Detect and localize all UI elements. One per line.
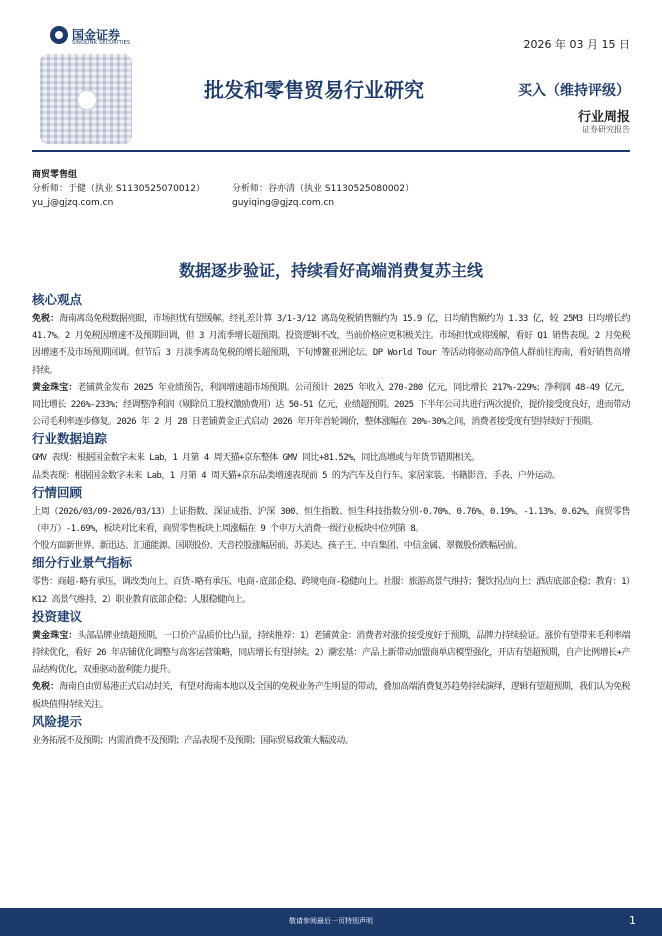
report-subtype: 证券研究报告 (582, 125, 630, 134)
sector-name: 商贸零售组 (32, 170, 78, 180)
report-date: 2026 年 03 月 15 日 (523, 38, 630, 51)
industry-data-gmv: GMV 表现：根据国金数字未来 Lab，1 月第 4 周天猫+京东整体 GMV 同比+81.52%，同比高增或与年货节错期相关。 (32, 453, 480, 464)
analyst-block (32, 168, 632, 210)
analyst-1-name: 分析师：于健（执业 S1130525070012） (32, 184, 206, 194)
industry-data-category: 品类表现：根据国金数字未来 Lab，1 月第 4 周天猫+京东品类增速表现前 5 的为汽车及自行车、家居家装、书籍影音、手表、户外运动。 (32, 470, 561, 481)
report-headline: 数据逐步验证，持续看好高端消费复苏主线 (178, 261, 483, 280)
market-paragraph-indices: 上周（2026/03/09-2026/03/13）上证指数、深证成指、沪深 300、恒生指数、恒生科技指数分别-0.70%、0.76%、0.19%、-1.13%、0.62%，商贸零售（申万）-1.69%，板块对比来看，商贸零售板块上周涨幅在 9 个申万大消费一级行业板块中位列第 8。 (32, 506, 630, 535)
header-divider (32, 150, 630, 152)
disclaimer-note[interactable]: 敬请参阅最后一页特别声明 (289, 917, 373, 925)
logo-english-name: SINOLINK SECURITIES (72, 40, 131, 46)
logo-name: 国金证券 (72, 28, 121, 42)
para-text: 海南离岛免税数据亮眼，市场担忧有望缓解。经礼差计算 3/1-3/12 离岛免税销售额约为 15.9 亿，日均销售额约为 1.33 亿，较 25M3 日均增长约 41.7%。2 月免税因增速不及预期回调，但 3 月流季增长超预期。投资逻辑不改，当前价格应更积极关注。市场担忧或将缓解，看好 Q1 销售表现。2 月免税因增速不及市场预期回调。但节后 3 月淡季离岛免税的增长超预期，下旬博鳌亚洲论坛、DP World Tour 等活动将驱动高净值人群前往海南，看好销售高增持续。 (32, 314, 630, 376)
core-paragraph-jewelry (32, 380, 630, 432)
para-label: 黄金珠宝： (32, 382, 78, 393)
company-logo (50, 26, 170, 48)
para-text: 海南自由贸易港正式启动封关，有望对海南本地以及全国的免税业务产生明显的带动，叠加高端消费复苏趋势持续演绎，逻辑有望超预期，我们认为免税板块值得持续关注。 (32, 682, 630, 710)
invest-paragraph-dutyfree (32, 679, 630, 713)
invest-paragraph-jewelry (32, 628, 630, 680)
qr-code-image (40, 54, 132, 144)
analyst-1-email[interactable]: yu_j@gjzq.com.cn (32, 198, 114, 208)
report-title: 批发和零售贸易行业研究 (204, 78, 424, 102)
logo-icon (50, 26, 68, 44)
report-body (32, 292, 630, 750)
section-title-invest: 投资建议 (32, 608, 83, 624)
section-title-sub-industry: 细分行业景气指标 (32, 555, 133, 571)
report-type: 行业周报 (577, 110, 630, 125)
page-footer (0, 908, 662, 936)
qr-center-icon (77, 90, 97, 110)
sub-industry-paragraph: 零售：商超-略有承压，调改类向上、百货-略有承压、电商-底部企稳、跨境电商-稳健向上。社服：旅游高景气维持；餐饮拐点向上；酒店底部企稳；教育：1）K12 高景气维持，2）职业教育底部企稳；人服稳健向上。 (32, 577, 630, 605)
market-paragraph-stocks: 个股方面新世界、新迅达、汇通能源、国联股份、天音控股涨幅居前，苏美达、孩子王、中百集团、中信金属、翠微股份跌幅居前。 (32, 541, 523, 552)
section-title-industry-data: 行业数据追踪 (32, 431, 108, 447)
analyst-2-email[interactable]: guyiqing@gjzq.com.cn (232, 198, 335, 208)
para-text: 老铺黄金发布 2025 年业绩预告，利润增速超市场预期。公司预计 2025 年收入 270-280 亿元，同比增长 217%-229%；净利润 48-49 亿元，同比增长 226%-233%；经调整净利润（剔除员工股权激励费用）达 50-51 亿元，业绩超预期。2025 下半年公司共进行两次提价，提价接受度良好，进而带动公司毛利率逐步修复。2026 年 2 月 28 日老铺黄金正式启动 2026 年开年首轮调价，整体涨幅在 20%-30%之间，消费者接受度有望持续好于预期。 (32, 382, 630, 428)
page-number: 1 (629, 914, 636, 927)
risk-paragraph: 业务拓展不及预期；内需消费不及预期；产品表现不及预期；国际贸易政策大幅波动。 (32, 735, 354, 746)
para-label: 黄金珠宝： (32, 630, 78, 641)
analyst-2-name: 分析师：谷亦清（执业 S1130525080002） (232, 184, 415, 194)
report-header (0, 0, 662, 148)
rating-label: 买入（维持评级） (518, 83, 630, 99)
para-text: 头部品牌业绩超预期，一口价产品质价比凸显，持续推荐：1）老铺黄金：消费者对涨价接受度好于预期，品牌力持续验证。涨价有望带来毛利率端持续优化，看好 26 年店铺优化调整与高客运营策略，同店增长有望持续。2）潮宏基：产品上新带动加盟商单店模型强化，开店有望超预期，自产比例增长+产品结构优化，双重驱动盈利能力提升。 (32, 630, 630, 676)
section-title-risk: 风险提示 (32, 713, 83, 729)
section-title-core: 核心观点 (32, 292, 83, 307)
core-paragraph-dutyfree (32, 311, 630, 380)
para-label: 免税： (32, 314, 60, 324)
section-title-market: 行情回顾 (32, 484, 83, 500)
para-label: 免税： (32, 682, 60, 693)
